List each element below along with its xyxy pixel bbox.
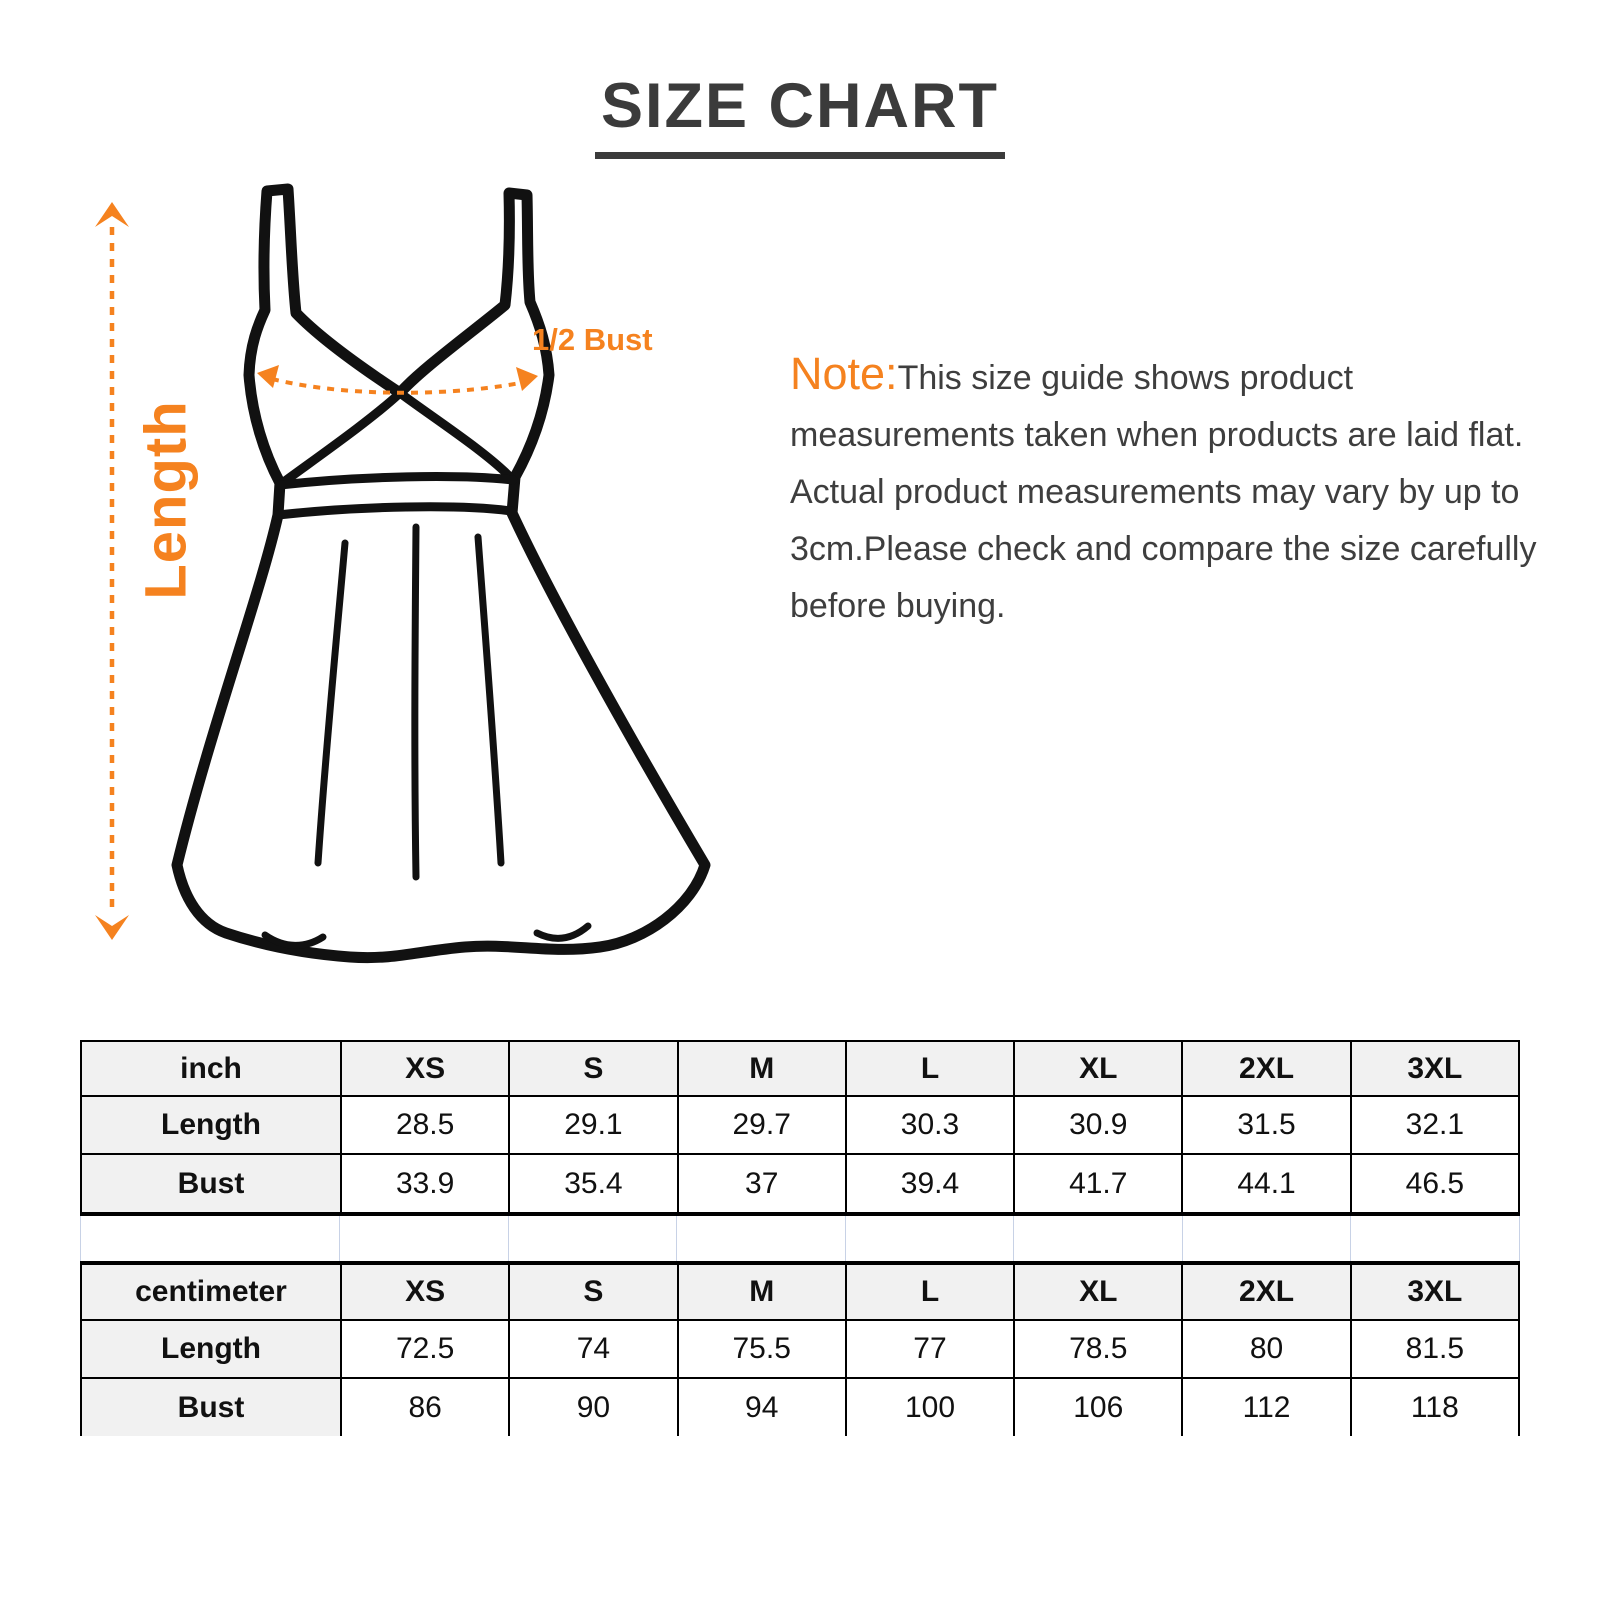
size-tables [80,1040,1520,1436]
inch-size-table [80,1040,1520,1212]
measure-cell: 86 [341,1378,509,1436]
size-col-header: L [846,1041,1014,1096]
table-row [81,1096,1519,1154]
size-col-header: L [846,1265,1014,1320]
measure-cell: 31.5 [1182,1096,1350,1154]
length-arrow [95,202,129,940]
measure-cell: 118 [1351,1378,1519,1436]
measure-cell: 74 [509,1320,677,1378]
measure-cell: 30.3 [846,1096,1014,1154]
measure-cell: 90 [509,1378,677,1436]
table-spacer-row [80,1212,1520,1265]
measure-cell: 30.9 [1014,1096,1182,1154]
table-header-row [81,1041,1519,1096]
note-heading: Note: [790,348,898,399]
bust-measure-label: 1/2 Bust [532,322,653,357]
measure-cell: 37 [678,1154,846,1212]
measure-cell: 112 [1182,1378,1350,1436]
centimeter-size-table [80,1265,1520,1436]
size-col-header: 2XL [1182,1265,1350,1320]
measure-cell: 78.5 [1014,1320,1182,1378]
size-col-header: S [509,1041,677,1096]
measure-cell: 29.1 [509,1096,677,1154]
size-col-header: XS [341,1265,509,1320]
measure-cell: 106 [1014,1378,1182,1436]
measure-cell: 100 [846,1378,1014,1436]
table-header-row [81,1265,1519,1320]
measure-cell: 33.9 [341,1154,509,1212]
measure-cell: 41.7 [1014,1154,1182,1212]
measure-cell: 80 [1182,1320,1350,1378]
size-col-header: XL [1014,1041,1182,1096]
measure-cell: 94 [678,1378,846,1436]
measure-cell: 77 [846,1320,1014,1378]
size-col-header: XS [341,1041,509,1096]
measure-cell: 29.7 [678,1096,846,1154]
dress-outline [177,189,705,958]
unit-cell: centimeter [81,1265,341,1320]
table-row [81,1154,1519,1212]
table-row [81,1378,1519,1436]
row-label: Bust [81,1378,341,1436]
note-paragraph [790,345,1555,635]
size-col-header: 3XL [1351,1041,1519,1096]
table-row [81,1320,1519,1378]
unit-cell: inch [81,1041,341,1096]
row-label: Bust [81,1154,341,1212]
size-col-header: 3XL [1351,1265,1519,1320]
measure-cell: 35.4 [509,1154,677,1212]
row-label: Length [81,1096,341,1154]
measure-cell: 44.1 [1182,1154,1350,1212]
size-col-header: XL [1014,1265,1182,1320]
length-measure-label: Length [133,400,199,600]
measure-cell: 81.5 [1351,1320,1519,1378]
measure-cell: 32.1 [1351,1096,1519,1154]
title-container [0,70,1600,159]
page-title: SIZE CHART [595,70,1005,159]
size-col-header: M [678,1265,846,1320]
size-col-header: S [509,1265,677,1320]
size-col-header: 2XL [1182,1041,1350,1096]
note-body: This size guide shows product measurements taken when products are laid flat. Actual product measurements may vary by up to 3cm.Please check and compare the size carefully before buying. [790,359,1537,625]
measure-cell: 72.5 [341,1320,509,1378]
measure-cell: 39.4 [846,1154,1014,1212]
row-label: Length [81,1320,341,1378]
size-col-header: M [678,1041,846,1096]
measure-cell: 46.5 [1351,1154,1519,1212]
measure-cell: 28.5 [341,1096,509,1154]
measure-cell: 75.5 [678,1320,846,1378]
